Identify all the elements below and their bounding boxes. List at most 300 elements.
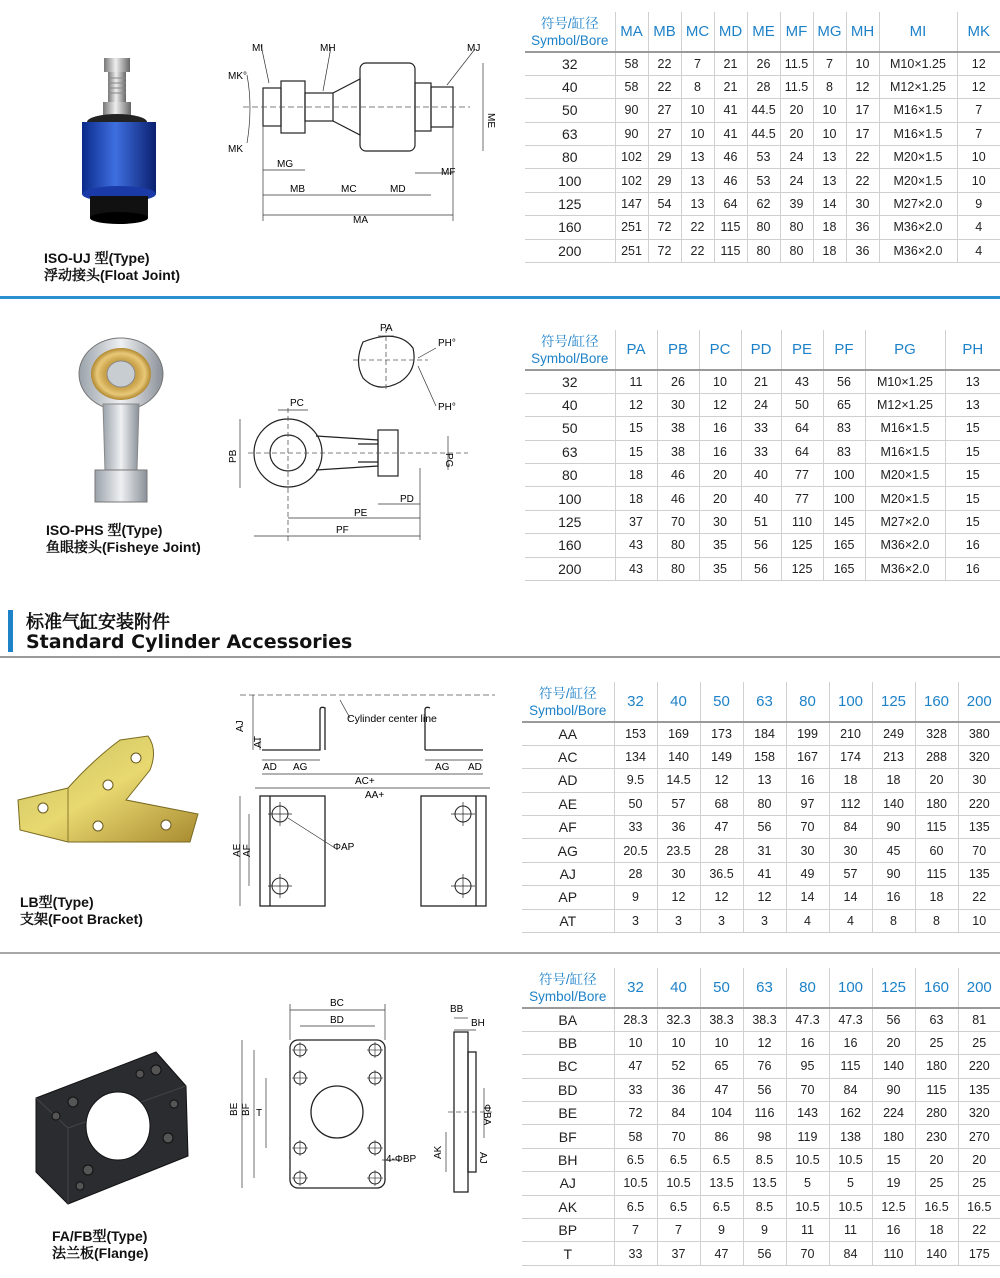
table-cell: 21 (714, 52, 747, 75)
header-symbol-bore: 符号/缸径 Symbol/Bore (522, 682, 614, 722)
table-cell: 90 (872, 862, 915, 885)
table-cell: 72 (614, 1102, 657, 1125)
header-cell: 50 (700, 682, 743, 722)
table-cell: 50 (614, 792, 657, 815)
table-cell: 84 (829, 816, 872, 839)
row-label-cell: AF (522, 816, 614, 839)
table-cell: 20 (699, 464, 741, 487)
table-cell: 35 (699, 534, 741, 557)
table-cell: 140 (872, 792, 915, 815)
header-cell: 40 (657, 682, 700, 722)
table-cell: 18 (813, 239, 846, 262)
table-cell: 165 (823, 557, 865, 580)
table-cell: 18 (915, 886, 958, 909)
table-cell: 10 (813, 99, 846, 122)
table-row (525, 510, 1000, 533)
header-cell: PD (741, 330, 781, 370)
table-cell: 184 (743, 722, 786, 745)
table-cell: 119 (786, 1125, 829, 1148)
table-cell: 29 (648, 169, 681, 192)
flange-drawing (222, 992, 497, 1207)
table-cell: 135 (958, 816, 1000, 839)
table-cell: 4 (957, 216, 1000, 239)
table-cell: 53 (747, 169, 780, 192)
label-bd: BD (330, 1015, 344, 1026)
table-cell: 16 (786, 1031, 829, 1054)
table-cell: 6.5 (700, 1148, 743, 1171)
table-cell: 12 (700, 886, 743, 909)
table-cell: 320 (958, 745, 1000, 768)
label-ma: MA (353, 215, 368, 226)
table-cell: 110 (781, 510, 823, 533)
section-heading (0, 600, 1000, 660)
row-label-cell: 50 (525, 99, 615, 122)
table-cell: 3 (743, 909, 786, 932)
table-cell: 47 (700, 816, 743, 839)
table-cell: 213 (872, 745, 915, 768)
table-cell: 210 (829, 722, 872, 745)
table-cell: 20 (699, 487, 741, 510)
row-label-cell: T (522, 1242, 614, 1265)
table-cell: 138 (829, 1125, 872, 1148)
table-cell: 83 (823, 417, 865, 440)
table-cell: M10×1.25 (865, 370, 945, 393)
label-center-line: Cylinder center line (347, 713, 437, 725)
table-cell: 28 (700, 839, 743, 862)
label-mi: MI (252, 43, 264, 54)
table-row (525, 464, 1000, 487)
table-cell: 10 (957, 169, 1000, 192)
row-label-cell: AG (522, 839, 614, 862)
table-cell: 13 (681, 169, 714, 192)
table-cell: 12 (700, 769, 743, 792)
table-row (525, 169, 1000, 192)
table-cell: 65 (823, 393, 865, 416)
table-cell: 13 (813, 169, 846, 192)
table-row (522, 886, 1000, 909)
table-cell: 13 (681, 192, 714, 215)
table-cell: 180 (872, 1125, 915, 1148)
header-cell: MC (681, 12, 714, 52)
table-cell: 13 (743, 769, 786, 792)
row-label-cell: 80 (525, 464, 615, 487)
header-cell: MI (879, 12, 957, 52)
table-cell: 70 (657, 1125, 700, 1148)
table-cell: 18 (813, 216, 846, 239)
table-cell: 180 (915, 792, 958, 815)
row-label-cell: BP (522, 1219, 614, 1242)
table-cell: 98 (743, 1125, 786, 1148)
header-cell: MG (813, 12, 846, 52)
table-cell: 10.5 (614, 1172, 657, 1195)
table-cell: 80 (743, 792, 786, 815)
label-t: T (256, 1108, 263, 1119)
table-cell: 13 (681, 146, 714, 169)
fisheye-joint-section (0, 300, 1000, 600)
table-cell: 115 (714, 239, 747, 262)
table-cell: 6.5 (614, 1195, 657, 1218)
table-cell: M20×1.5 (879, 146, 957, 169)
table-cell: 76 (743, 1055, 786, 1078)
table-cell: 140 (657, 745, 700, 768)
table-row (522, 1078, 1000, 1101)
table-cell: 13 (945, 370, 1000, 393)
table-cell: 56 (743, 1242, 786, 1265)
table-cell: 4 (957, 239, 1000, 262)
table-cell: 180 (915, 1055, 958, 1078)
heading-underline (0, 656, 1000, 658)
fisheye-joint-type: ISO-PHS 型(Type) (46, 522, 163, 538)
table-header-row (525, 330, 1000, 370)
table-row (522, 1148, 1000, 1171)
table-cell: 328 (915, 722, 958, 745)
heading-accent-bar (8, 610, 13, 652)
table-cell: 15 (615, 440, 657, 463)
table-cell: 7 (614, 1219, 657, 1242)
table-cell: 16 (945, 557, 1000, 580)
table-cell: 175 (958, 1242, 1000, 1265)
row-label-cell: BD (522, 1078, 614, 1101)
table-cell: 36 (657, 816, 700, 839)
table-row (522, 862, 1000, 885)
table-cell: 16.5 (958, 1195, 1000, 1218)
table-cell: 15 (615, 417, 657, 440)
table-cell: 13.5 (743, 1172, 786, 1195)
table-cell: 13 (813, 146, 846, 169)
table-row (522, 1242, 1000, 1265)
row-label-cell: 63 (525, 122, 615, 145)
table-cell: 22 (846, 146, 879, 169)
table-cell: 10 (957, 146, 1000, 169)
table-row (522, 1102, 1000, 1125)
header-cell: MA (615, 12, 648, 52)
table-cell: 115 (829, 1055, 872, 1078)
table-cell: 70 (657, 510, 699, 533)
table-cell: 15 (945, 440, 1000, 463)
table-cell: 15 (945, 417, 1000, 440)
table-cell: 4 (786, 909, 829, 932)
table-cell: 6.5 (657, 1148, 700, 1171)
table-cell: 25 (915, 1172, 958, 1195)
row-label-cell: 40 (525, 75, 615, 98)
row-label-cell: AA (522, 722, 614, 745)
table-cell: 24 (780, 146, 813, 169)
header-cell: PF (823, 330, 865, 370)
foot-bracket-body (522, 722, 1000, 933)
label-ae: AE (232, 843, 243, 857)
table-cell: 33 (741, 440, 781, 463)
row-label-cell: AP (522, 886, 614, 909)
table-cell: 33 (614, 1242, 657, 1265)
table-cell: 57 (657, 792, 700, 815)
table-cell: M16×1.5 (879, 99, 957, 122)
table-cell: 22 (958, 886, 1000, 909)
table-cell: M16×1.5 (879, 122, 957, 145)
table-cell: 43 (615, 534, 657, 557)
table-cell: 14 (829, 886, 872, 909)
table-cell: 28.3 (614, 1008, 657, 1031)
table-cell: 380 (958, 722, 1000, 745)
table-cell: 56 (823, 370, 865, 393)
table-cell: M20×1.5 (865, 464, 945, 487)
table-cell: 224 (872, 1102, 915, 1125)
header-cell: 125 (872, 682, 915, 722)
table-cell: 140 (872, 1055, 915, 1078)
row-label-cell: 63 (525, 440, 615, 463)
header-cell: 32 (614, 682, 657, 722)
table-row (522, 745, 1000, 768)
label-bh: BH (471, 1018, 485, 1029)
table-cell: 13 (945, 393, 1000, 416)
table-cell: 3 (700, 909, 743, 932)
table-cell: 104 (700, 1102, 743, 1125)
table-row (522, 1195, 1000, 1218)
table-cell: 8 (915, 909, 958, 932)
table-cell: 56 (741, 534, 781, 557)
header-cell: 160 (915, 682, 958, 722)
table-cell: 288 (915, 745, 958, 768)
table-cell: 10.5 (657, 1172, 700, 1195)
table-cell: 84 (829, 1242, 872, 1265)
table-cell: 8.5 (743, 1148, 786, 1171)
flange-type: FA/FB型(Type) (52, 1228, 148, 1244)
table-cell: 56 (743, 1078, 786, 1101)
table-cell: 62 (747, 192, 780, 215)
table-cell: 53 (747, 146, 780, 169)
label-me: ME (485, 113, 496, 128)
label-ak: AK (433, 1145, 444, 1159)
table-cell: 115 (915, 816, 958, 839)
table-cell: 58 (615, 75, 648, 98)
table-cell: 30 (699, 510, 741, 533)
table-cell: 80 (780, 216, 813, 239)
table-cell: 153 (614, 722, 657, 745)
table-cell: 251 (615, 239, 648, 262)
row-label-cell: AK (522, 1195, 614, 1218)
table-cell: 14 (786, 886, 829, 909)
table-cell: 20 (780, 122, 813, 145)
table-cell: 33 (741, 417, 781, 440)
table-cell: 110 (872, 1242, 915, 1265)
table-cell: 81 (958, 1008, 1000, 1031)
table-cell: 16 (872, 886, 915, 909)
table-cell: 30 (657, 393, 699, 416)
table-cell: 135 (958, 1078, 1000, 1101)
table-cell: 5 (829, 1172, 872, 1195)
table-cell: 72 (648, 239, 681, 262)
table-cell: 90 (872, 816, 915, 839)
table-cell: 36 (846, 239, 879, 262)
table-cell: 20 (780, 99, 813, 122)
table-cell: 5 (786, 1172, 829, 1195)
table-row (525, 393, 1000, 416)
table-cell: 64 (714, 192, 747, 215)
label-ap: ΦAP (333, 842, 355, 853)
table-cell: 64 (781, 440, 823, 463)
header-cell: 160 (915, 968, 958, 1008)
table-cell: 20.5 (614, 839, 657, 862)
table-row (525, 146, 1000, 169)
header-cell: 63 (743, 682, 786, 722)
label-pf: PF (336, 525, 349, 536)
table-cell: 65 (700, 1055, 743, 1078)
row-label-cell: BF (522, 1125, 614, 1148)
table-row (522, 769, 1000, 792)
table-cell: 251 (615, 216, 648, 239)
label-bc: BC (330, 998, 344, 1009)
table-cell: 220 (958, 1055, 1000, 1078)
table-cell: 10.5 (829, 1195, 872, 1218)
table-cell: 12 (957, 75, 1000, 98)
table-cell: 38 (657, 440, 699, 463)
table-cell: 30 (846, 192, 879, 215)
table-cell: 12 (957, 52, 1000, 75)
table-cell: 20 (915, 769, 958, 792)
table-cell: M16×1.5 (865, 417, 945, 440)
table-cell: 58 (615, 52, 648, 75)
row-label-cell: AT (522, 909, 614, 932)
table-cell: 17 (846, 99, 879, 122)
table-cell: 41 (714, 122, 747, 145)
table-cell: 15 (945, 487, 1000, 510)
table-cell: M16×1.5 (865, 440, 945, 463)
table-cell: 12 (615, 393, 657, 416)
table-cell: 70 (958, 839, 1000, 862)
table-cell: 54 (648, 192, 681, 215)
header-cell: 200 (958, 968, 1000, 1008)
table-cell: 230 (915, 1125, 958, 1148)
table-cell: 38.3 (743, 1008, 786, 1031)
table-cell: 10 (681, 122, 714, 145)
table-cell: 70 (786, 1242, 829, 1265)
table-row (522, 816, 1000, 839)
label-be: BE (229, 1102, 240, 1116)
table-cell: 220 (958, 792, 1000, 815)
flange-table (522, 968, 1000, 1266)
label-md: MD (390, 184, 406, 195)
fisheye-joint-photo (75, 330, 175, 510)
float-joint-section (0, 0, 1000, 300)
table-cell: 125 (781, 534, 823, 557)
header-cell: 80 (786, 682, 829, 722)
row-label-cell: 200 (525, 557, 615, 580)
table-cell: 51 (741, 510, 781, 533)
table-cell: M36×2.0 (879, 216, 957, 239)
table-cell: 47 (700, 1078, 743, 1101)
table-cell: 165 (823, 534, 865, 557)
table-cell: 280 (915, 1102, 958, 1125)
table-cell: 46 (657, 487, 699, 510)
float-joint-body (525, 52, 1000, 263)
table-cell: 60 (915, 839, 958, 862)
table-cell: 56 (872, 1008, 915, 1031)
table-cell: 18 (615, 464, 657, 487)
table-cell: 9 (700, 1219, 743, 1242)
table-cell: 25 (915, 1031, 958, 1054)
table-cell: 56 (743, 816, 786, 839)
table-cell: 95 (786, 1055, 829, 1078)
table-cell: 80 (747, 239, 780, 262)
row-label-cell: BB (522, 1031, 614, 1054)
table-cell: 84 (829, 1078, 872, 1101)
table-cell: 25 (958, 1172, 1000, 1195)
table-cell: 32.3 (657, 1008, 700, 1031)
table-cell: 41 (714, 99, 747, 122)
row-label-cell: 32 (525, 370, 615, 393)
table-cell: 149 (700, 745, 743, 768)
table-cell: 15 (872, 1148, 915, 1171)
table-cell: 16 (786, 769, 829, 792)
table-row (525, 122, 1000, 145)
table-cell: 16 (699, 417, 741, 440)
table-cell: 100 (823, 464, 865, 487)
table-cell: 77 (781, 487, 823, 510)
table-cell: 125 (781, 557, 823, 580)
table-cell: 70 (786, 1078, 829, 1101)
table-cell: 90 (615, 122, 648, 145)
label-aa: AA+ (365, 790, 385, 801)
table-cell: 8 (681, 75, 714, 98)
table-cell: 46 (714, 169, 747, 192)
row-label-cell: 100 (525, 487, 615, 510)
row-label-cell: 80 (525, 146, 615, 169)
label-aj: AJ (235, 720, 246, 732)
table-row (525, 557, 1000, 580)
header-cell: MF (780, 12, 813, 52)
table-cell: 28 (747, 75, 780, 98)
table-cell: 10 (958, 909, 1000, 932)
header-symbol-bore: 符号/缸径 Symbol/Bore (525, 330, 615, 370)
table-cell: 134 (614, 745, 657, 768)
table-row (522, 1219, 1000, 1242)
table-cell: 44.5 (747, 122, 780, 145)
table-row (522, 1055, 1000, 1078)
table-cell: 249 (872, 722, 915, 745)
table-cell: 7 (957, 122, 1000, 145)
table-cell: 20 (915, 1148, 958, 1171)
foot-bracket-drawing (225, 688, 500, 923)
table-row (522, 1125, 1000, 1148)
table-row (525, 75, 1000, 98)
table-cell: 14 (813, 192, 846, 215)
table-cell: 18 (615, 487, 657, 510)
table-cell: 10 (657, 1031, 700, 1054)
table-cell: 26 (747, 52, 780, 75)
table-row (522, 1008, 1000, 1031)
table-cell: 16 (945, 534, 1000, 557)
table-cell: 38.3 (700, 1008, 743, 1031)
header-cell: 40 (657, 968, 700, 1008)
table-cell: 45 (872, 839, 915, 862)
table-cell: 41 (743, 862, 786, 885)
table-cell: 68 (700, 792, 743, 815)
table-cell: 112 (829, 792, 872, 815)
table-cell: 83 (823, 440, 865, 463)
table-cell: 7 (957, 99, 1000, 122)
table-cell: 38 (657, 417, 699, 440)
table-cell: 33 (614, 816, 657, 839)
header-cell: MH (846, 12, 879, 52)
table-cell: 33 (614, 1078, 657, 1101)
table-cell: 7 (813, 52, 846, 75)
row-label-cell: AE (522, 792, 614, 815)
table-cell: 97 (786, 792, 829, 815)
float-joint-table (525, 12, 1000, 263)
table-cell: M10×1.25 (879, 52, 957, 75)
table-cell: 10.5 (786, 1148, 829, 1171)
label-pb: PB (228, 449, 239, 463)
float-joint-name: 浮动接头(Float Joint) (44, 267, 181, 283)
